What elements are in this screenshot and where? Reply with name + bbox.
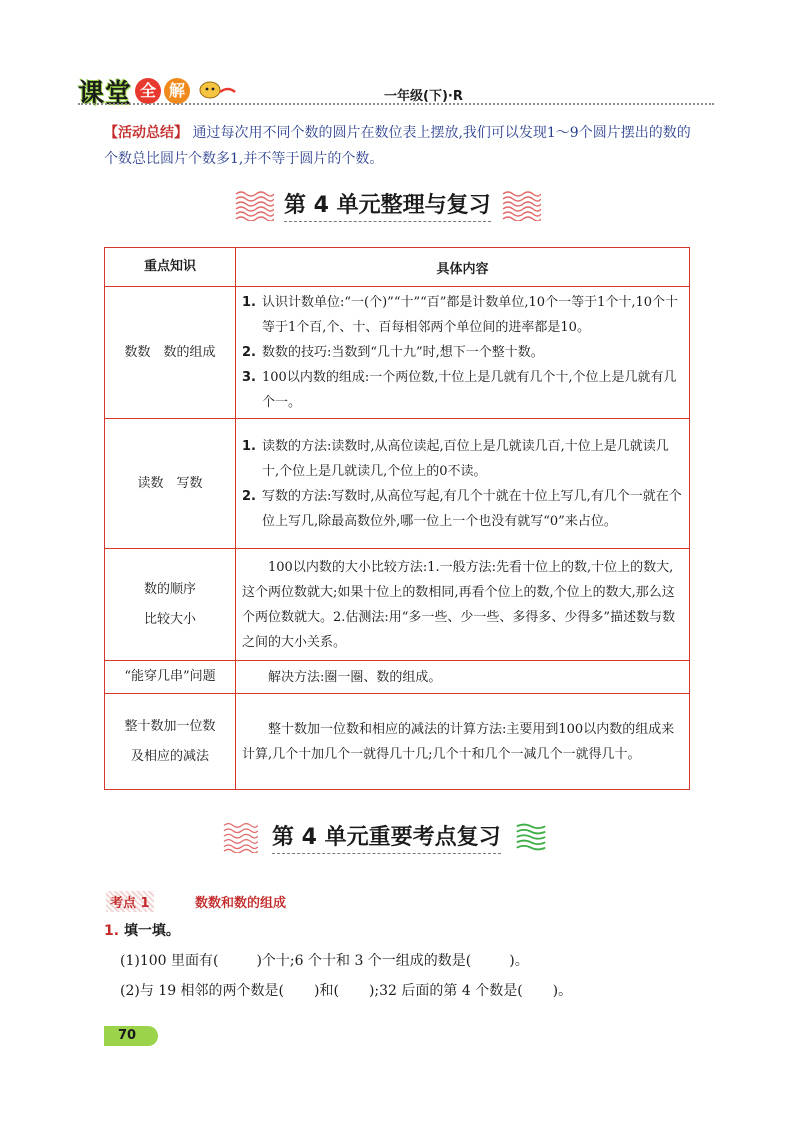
row-topic-line: 数的顺序	[143, 581, 196, 597]
table-header-row	[105, 248, 690, 287]
bee-mascot-icon	[196, 78, 236, 104]
question-label: 填一填。	[123, 923, 180, 939]
list-item	[242, 484, 683, 534]
question-text: )。	[552, 983, 573, 999]
page-number: 70	[104, 1026, 158, 1046]
row-content	[236, 419, 690, 549]
section-2-title: 第 4 单元重要考点复习	[272, 820, 501, 854]
question-text: )。	[509, 953, 529, 969]
list-item	[242, 434, 683, 484]
row-topic	[105, 549, 236, 661]
list-item	[242, 365, 683, 415]
question-heading	[104, 920, 180, 940]
table-row	[105, 694, 690, 790]
list-item	[242, 340, 683, 365]
stripe-decoration-right-icon	[513, 821, 549, 853]
item-text: 读数的方法:读数时,从高位读起,百位上是几就读几百,十位上是几就读几十,个位上是几就读几,个位上的0不读。	[262, 438, 669, 479]
header-divider	[78, 103, 714, 105]
list-item	[242, 290, 683, 340]
item-number: 1.	[242, 295, 256, 310]
wave-decoration-left-icon	[220, 821, 260, 853]
question-text: );32 后面的第 4 个数是(	[368, 983, 523, 999]
summary-text: 通过每次用不同个数的圆片在数位表上摆放,我们可以发现1～9个圆片摆出的数的个数总比圆片个数多1,并不等于圆片的个数。	[104, 125, 691, 167]
row-content: 整十数加一位数和相应的减法的计算方法:主要用到100以内数的组成来计算,几个十加几个一就得几十几;几个十和几个一减几个一就得几十。	[236, 694, 690, 790]
activity-summary	[104, 120, 704, 172]
item-number: 2.	[242, 488, 256, 504]
question-text: )个十;6 个十和 3 个一组成的数是(	[256, 953, 472, 969]
table-row	[105, 287, 690, 419]
item-number: 3.	[242, 370, 256, 385]
table-row	[105, 549, 690, 661]
row-topic-line: 及相应的减法	[130, 748, 209, 764]
brand-logo	[78, 76, 236, 109]
row-topic: 数数 数的组成	[105, 287, 236, 419]
wave-decoration-right-icon	[501, 189, 541, 221]
wave-decoration-left-icon	[234, 189, 274, 221]
question-number: 1.	[104, 923, 120, 939]
item-number: 2.	[242, 345, 256, 360]
table-row	[105, 419, 690, 549]
row-content: 解决方法:圈一圈、数的组成。	[236, 661, 690, 694]
question-text: (1)100 里面有(	[120, 953, 219, 969]
section-2-header	[220, 820, 549, 854]
kaodian-title: 数数和数的组成	[195, 896, 287, 911]
row-topic: 读数 写数	[105, 419, 236, 549]
row-content	[236, 287, 690, 419]
brand-char-tang: 堂	[105, 78, 133, 109]
kaodian-tag: 考点 1	[106, 891, 154, 912]
row-content: 100以内数的大小比较方法:1.一般方法:先看十位上的数,十位上的数大,这个两位数就大;如果十位上的数相同,再看个位上的数,个位上的数大,那么这个两位数就大。2.估测法:用“多一些、少一些、多得多、少得多”描述数与数之间的大小关系。	[236, 549, 690, 661]
section-1-title: 第 4 单元整理与复习	[284, 188, 491, 222]
row-topic	[105, 694, 236, 790]
table-header-topic: 重点知识	[105, 248, 236, 287]
brand-char-ke: 课	[78, 78, 106, 109]
row-topic-line: 比较大小	[143, 611, 196, 627]
review-table	[104, 247, 690, 790]
brand-char-jie: 解	[164, 78, 190, 104]
grade-label: 一年级(下)·R	[384, 89, 463, 104]
item-text: 认识计数单位:“一(个)”“十”“百”都是计数单位,10个一等于1个十,10个十等于1个百,个、十、百每相邻两个单位间的进率都是10。	[262, 295, 679, 335]
question-text: )和(	[314, 983, 339, 999]
row-topic-line: 整十数加一位数	[124, 718, 216, 734]
question-line-1	[120, 950, 529, 970]
table-header-content: 具体内容	[236, 248, 690, 287]
question-text: (2)与 19 相邻的两个数是(	[120, 983, 285, 999]
summary-tag: 【活动总结】	[104, 125, 188, 141]
item-text: 写数的方法:写数时,从高位写起,有几个十就在十位上写几,有几个一就在个位上写几,除最高数位外,哪一位上一个也没有就写“0”来占位。	[262, 488, 682, 529]
item-number: 1.	[242, 438, 256, 454]
item-text: 数数的技巧:当数到“几十九”时,想下一个整十数。	[262, 345, 544, 360]
row-topic: “能穿几串”问题	[105, 661, 236, 694]
question-line-2	[120, 980, 572, 1000]
table-row	[105, 661, 690, 694]
section-1-header	[234, 188, 541, 222]
brand-char-quan: 全	[135, 78, 161, 104]
item-text: 100以内数的组成:一个两位数,十位上是几就有几个十,个位上是几就有几个一。	[262, 370, 677, 410]
